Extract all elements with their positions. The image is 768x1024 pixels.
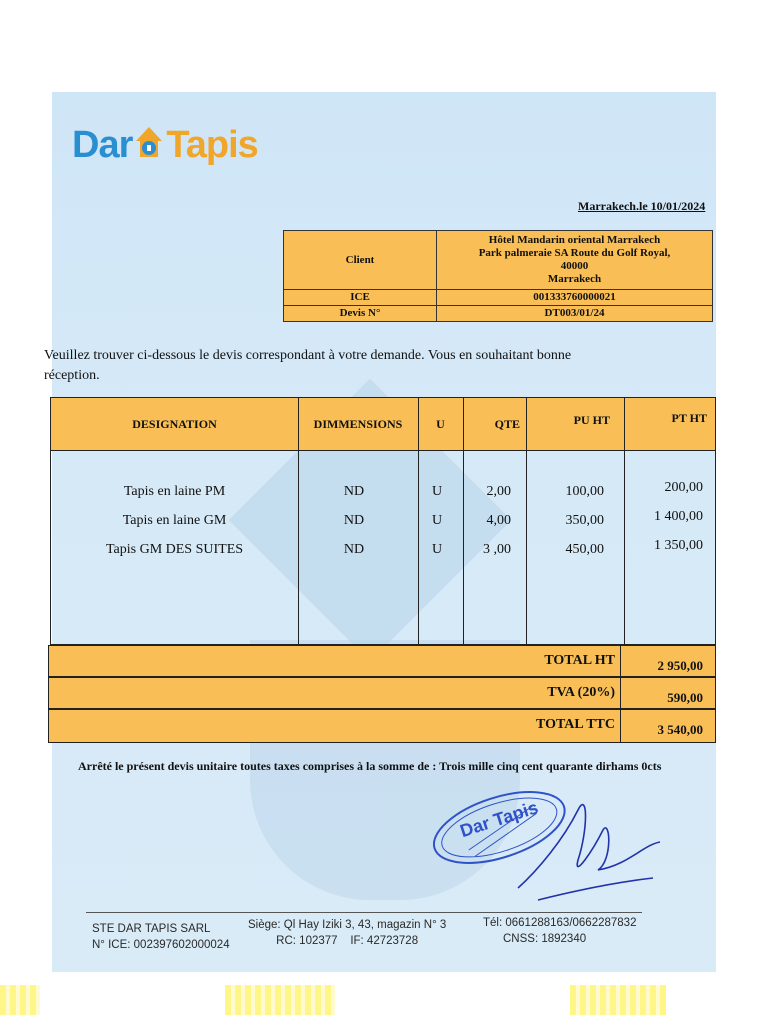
client-line: Hôtel Mandarin oriental Marrakech <box>488 234 661 246</box>
logo-part-dar: Dar <box>72 124 133 166</box>
items-table <box>50 397 716 645</box>
logo-part-tapis: Tapis <box>166 124 258 166</box>
cell-pu-ht: 100,00 <box>565 484 604 499</box>
totals-divider <box>620 678 621 708</box>
footer-cnss: CNSS: 1892340 <box>503 933 587 945</box>
total-ht-value: 2 950,00 <box>657 658 703 673</box>
total-ht-label: TOTAL HT <box>544 653 615 668</box>
header-designation: DESIGNATION <box>132 416 217 431</box>
cell-qty: 4,00 <box>486 513 511 528</box>
client-address <box>437 231 713 290</box>
company-stamp-signature <box>428 770 668 910</box>
cell-qty: 3 ,00 <box>483 542 511 557</box>
devis-label: Devis N° <box>284 306 437 322</box>
cell-pt-ht: 1 350,00 <box>654 538 703 553</box>
scan-artifact <box>570 985 666 1015</box>
total-ttc-row <box>48 709 716 743</box>
footer-contact-block <box>483 915 636 947</box>
cell-unit: U <box>431 484 443 499</box>
totals-divider <box>620 646 621 676</box>
table-row <box>51 478 715 506</box>
footer-divider <box>86 912 642 913</box>
cell-pt-ht: 200,00 <box>664 480 703 495</box>
client-label: Client <box>284 231 437 290</box>
header-pt-ht: PT HT <box>671 410 707 425</box>
ice-value: 001333760000021 <box>437 290 713 306</box>
cell-pt-ht: 1 400,00 <box>654 509 703 524</box>
ice-label: ICE <box>284 290 437 306</box>
footer-company: STE DAR TAPIS SARL <box>92 923 211 935</box>
tva-label: TVA (20%) <box>547 685 615 700</box>
cell-designation: Tapis en laine GM <box>122 513 227 528</box>
company-logo <box>72 124 258 167</box>
header-qty: QTE <box>494 416 520 431</box>
amount-in-words: Arrêté le présent devis unitaire toutes taxes comprises à la somme de : Trois mille cinq cent quarante dirhams 0cts <box>78 759 662 773</box>
tva-value: 590,00 <box>667 690 703 705</box>
scan-artifact <box>225 985 335 1015</box>
devis-value: DT003/01/24 <box>437 306 713 322</box>
footer-tel: Tél: 0661288163/0662287832 <box>483 917 637 929</box>
document-date: Marrakech.le 10/01/2024 <box>578 199 706 213</box>
scan-artifact <box>0 985 40 1015</box>
total-ttc-value: 3 540,00 <box>657 722 703 737</box>
header-unit: U <box>436 416 445 431</box>
cell-pu-ht: 450,00 <box>565 542 604 557</box>
header-pu-ht: PU HT <box>573 412 610 427</box>
cell-dimensions: ND <box>343 484 365 499</box>
total-ht-row <box>48 645 716 677</box>
house-icon <box>134 125 164 159</box>
stamp-name: Dar Tapis <box>457 797 541 842</box>
tva-row <box>48 677 716 709</box>
client-line: Park palmeraie SA Route du Golf Royal, <box>478 247 671 259</box>
totals-divider <box>620 710 621 742</box>
intro-text: Veuillez trouver ci-dessous le devis correspondant à votre demande. Vous en souhaitant bonne réception. <box>44 348 572 383</box>
cell-unit: U <box>431 542 443 557</box>
table-row <box>51 536 715 564</box>
footer-ice: N° ICE: 002397602000024 <box>92 939 230 951</box>
client-line: 40000 <box>560 260 589 272</box>
footer-siege: Siège: Ql Hay Iziki 3, 43, magazin N° 3 <box>248 919 447 931</box>
cell-dimensions: ND <box>343 542 365 557</box>
cell-designation: Tapis en laine PM <box>123 484 226 499</box>
cell-pu-ht: 350,00 <box>565 513 604 528</box>
cell-dimensions: ND <box>343 513 365 528</box>
cell-designation: Tapis GM DES SUITES <box>105 542 244 557</box>
footer-company-block <box>92 921 230 953</box>
cell-unit: U <box>431 513 443 528</box>
cell-qty: 2,00 <box>486 484 511 499</box>
footer-rc-if: RC: 102377 IF: 42723728 <box>276 935 419 947</box>
table-row <box>51 507 715 535</box>
header-dimensions: DIMMENSIONS <box>313 416 403 431</box>
client-line: Marrakech <box>547 273 602 285</box>
client-info-table <box>283 230 713 322</box>
total-ttc-label: TOTAL TTC <box>536 717 615 732</box>
footer-address-block <box>248 917 446 949</box>
